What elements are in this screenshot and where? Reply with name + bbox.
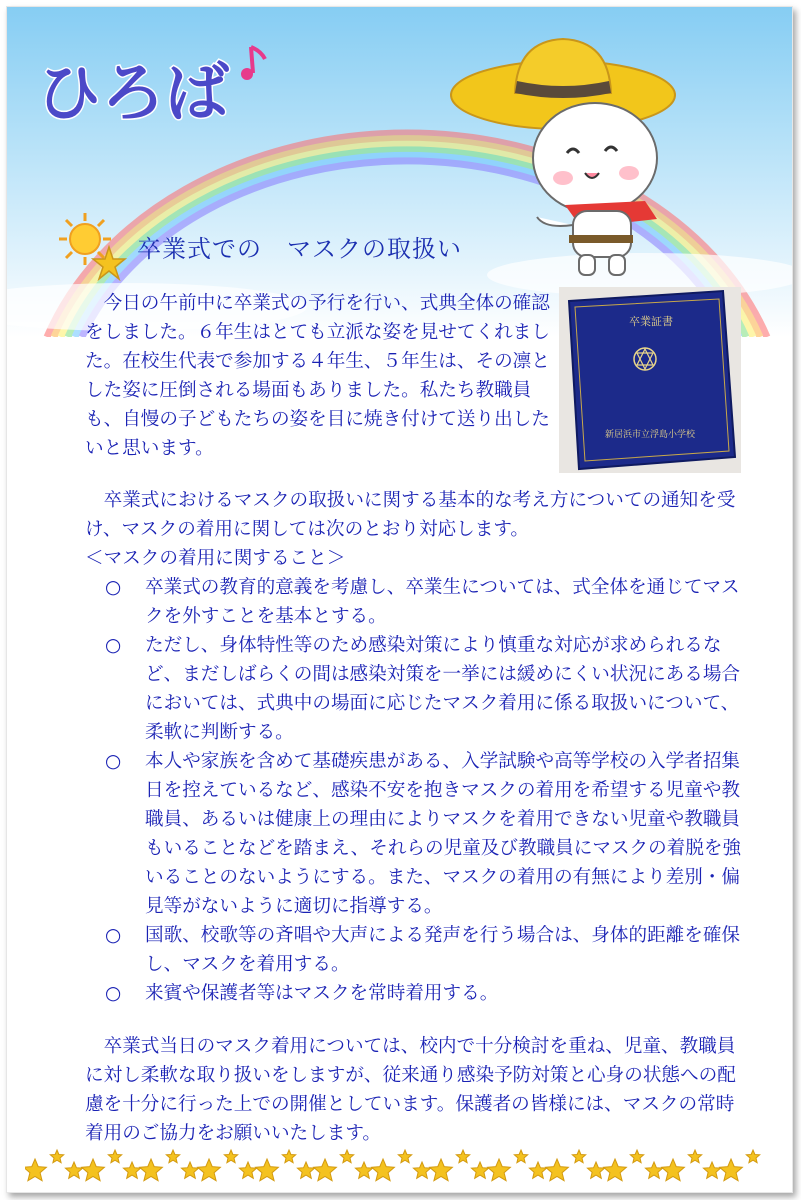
star-icon bbox=[166, 1150, 179, 1163]
cover-title: 卒業証書 bbox=[629, 315, 673, 328]
star-icon bbox=[488, 1159, 511, 1181]
policy-list bbox=[85, 573, 745, 1008]
star-icon bbox=[256, 1159, 279, 1181]
list-item bbox=[105, 573, 745, 631]
bullet-mark: ○ bbox=[105, 983, 122, 1004]
list-item bbox=[105, 631, 745, 747]
cowboy-cat-mascot bbox=[445, 33, 685, 287]
bullet-mark: ○ bbox=[105, 577, 122, 598]
hiroba-logo bbox=[29, 41, 269, 135]
star-icon bbox=[50, 1150, 63, 1163]
page-frame bbox=[6, 6, 793, 1193]
star-icon bbox=[413, 1162, 430, 1178]
star-icon bbox=[456, 1150, 469, 1163]
star-icon bbox=[239, 1162, 256, 1178]
star-icon bbox=[355, 1162, 372, 1178]
star-icon bbox=[198, 1159, 221, 1181]
star-icon bbox=[514, 1150, 527, 1163]
star-icon bbox=[82, 1159, 105, 1181]
bullet-mark: ○ bbox=[105, 635, 122, 656]
list-item bbox=[105, 979, 745, 1008]
list-item-text: 本人や家族を含めて基礎疾患がある、入学試験や高等学校の入学者招集日を控えているなど、感染不安を抱きマスクの着用を希望する児童や教職員、あるいは健康上の理由によりマスクを着用できない児童や教職員もいることなどを踏まえ、それらの児童及び教職員にマスクの着脱を強いることのないようにする。また、マスクの着用の有無により差別・偏見等がないように適切に指導する。 bbox=[145, 751, 742, 917]
star-icon bbox=[25, 1159, 46, 1181]
list-item-text: 卒業式の教育的意義を考慮し、卒業生については、式全体を通じてマスクを外すことを基本とする。 bbox=[145, 577, 740, 627]
policy-lead: 卒業式におけるマスクの取扱いに関する基本的な考え方についての通知を受け、マスクの着用に関しては次のとおり対応します。 bbox=[85, 490, 736, 540]
policy-section bbox=[85, 486, 745, 1008]
star-icon bbox=[688, 1150, 701, 1163]
list-item-text: 国歌、校歌等の斉唱や大声による発声を行う場合は、身体的距離を確保し、マスクを着用する。 bbox=[145, 925, 741, 975]
star-icon bbox=[604, 1159, 627, 1181]
list-item bbox=[105, 747, 745, 921]
star-icon bbox=[430, 1159, 453, 1181]
star-icon bbox=[546, 1159, 569, 1181]
star-icon bbox=[587, 1162, 604, 1178]
list-item bbox=[105, 921, 745, 979]
list-item-text: 来賓や保護者等はマスクを常時着用する。 bbox=[145, 983, 499, 1004]
star-icon bbox=[140, 1159, 163, 1181]
star-icon bbox=[529, 1162, 546, 1178]
bullet-mark: ○ bbox=[105, 751, 122, 772]
intro-text: 今日の午前中に卒業式の予行を行い、式典全体の確認をしました。６年生はとても立派な姿を見せてくれました。在校生代表で参加する４年生、５年生は、その凛とした姿に圧倒される場面もありました。私たち教職員も、自慢の子どもたちの姿を目に焼き付けて送り出したいと思います。 bbox=[85, 293, 550, 459]
star-icon bbox=[398, 1150, 411, 1163]
star-icon bbox=[703, 1162, 720, 1178]
policy-subheading: ＜マスクの着用に関すること＞ bbox=[85, 548, 346, 569]
star-icon bbox=[471, 1162, 488, 1178]
closing-paragraph bbox=[85, 1032, 745, 1148]
diploma-cover-photo bbox=[559, 287, 741, 473]
star-icon bbox=[123, 1162, 140, 1178]
page-title: 卒業式での マスクの取扱い bbox=[137, 235, 462, 263]
music-note-icon bbox=[241, 47, 265, 80]
star-icon bbox=[662, 1159, 685, 1181]
star-icon bbox=[181, 1162, 198, 1178]
star-icon bbox=[340, 1150, 353, 1163]
logo-text: ひろば bbox=[37, 57, 229, 131]
star-icon bbox=[746, 1150, 759, 1163]
closing-text: 卒業式当日のマスク着用については、校内で十分検討を重ね、児童、教職員に対し柔軟な取り扱いをしますが、従来通り感染予防対策と心身の状態への配慮を十分に行った上での開催としています。保護者の皆様には、マスクの常時着用のご協力をお願いいたします。 bbox=[85, 1036, 736, 1144]
cover-school: 新居浜市立浮島小学校 bbox=[605, 430, 696, 440]
star-icon bbox=[372, 1159, 395, 1181]
star-icon bbox=[108, 1150, 121, 1163]
star-icon bbox=[297, 1162, 314, 1178]
star-border bbox=[25, 1147, 775, 1187]
star-icon bbox=[630, 1150, 643, 1163]
star-icon bbox=[65, 1162, 82, 1178]
star-icon bbox=[314, 1159, 337, 1181]
star-icon bbox=[720, 1159, 743, 1181]
star-icon bbox=[572, 1150, 585, 1163]
sun-star-icon bbox=[57, 211, 129, 285]
star-icon bbox=[282, 1150, 295, 1163]
star-icon bbox=[224, 1150, 237, 1163]
list-item-text: ただし、身体特性等のため感染対策により慎重な対応が求められるなど、まだしばらくの間は感染対策を一挙には緩めにくい状況にある場合においては、式典中の場面に応じたマスク着用に係る取扱いについて、柔軟に判断する。 bbox=[145, 635, 741, 743]
star-icon bbox=[645, 1162, 662, 1178]
bullet-mark: ○ bbox=[105, 925, 122, 946]
intro-paragraph bbox=[85, 289, 557, 463]
